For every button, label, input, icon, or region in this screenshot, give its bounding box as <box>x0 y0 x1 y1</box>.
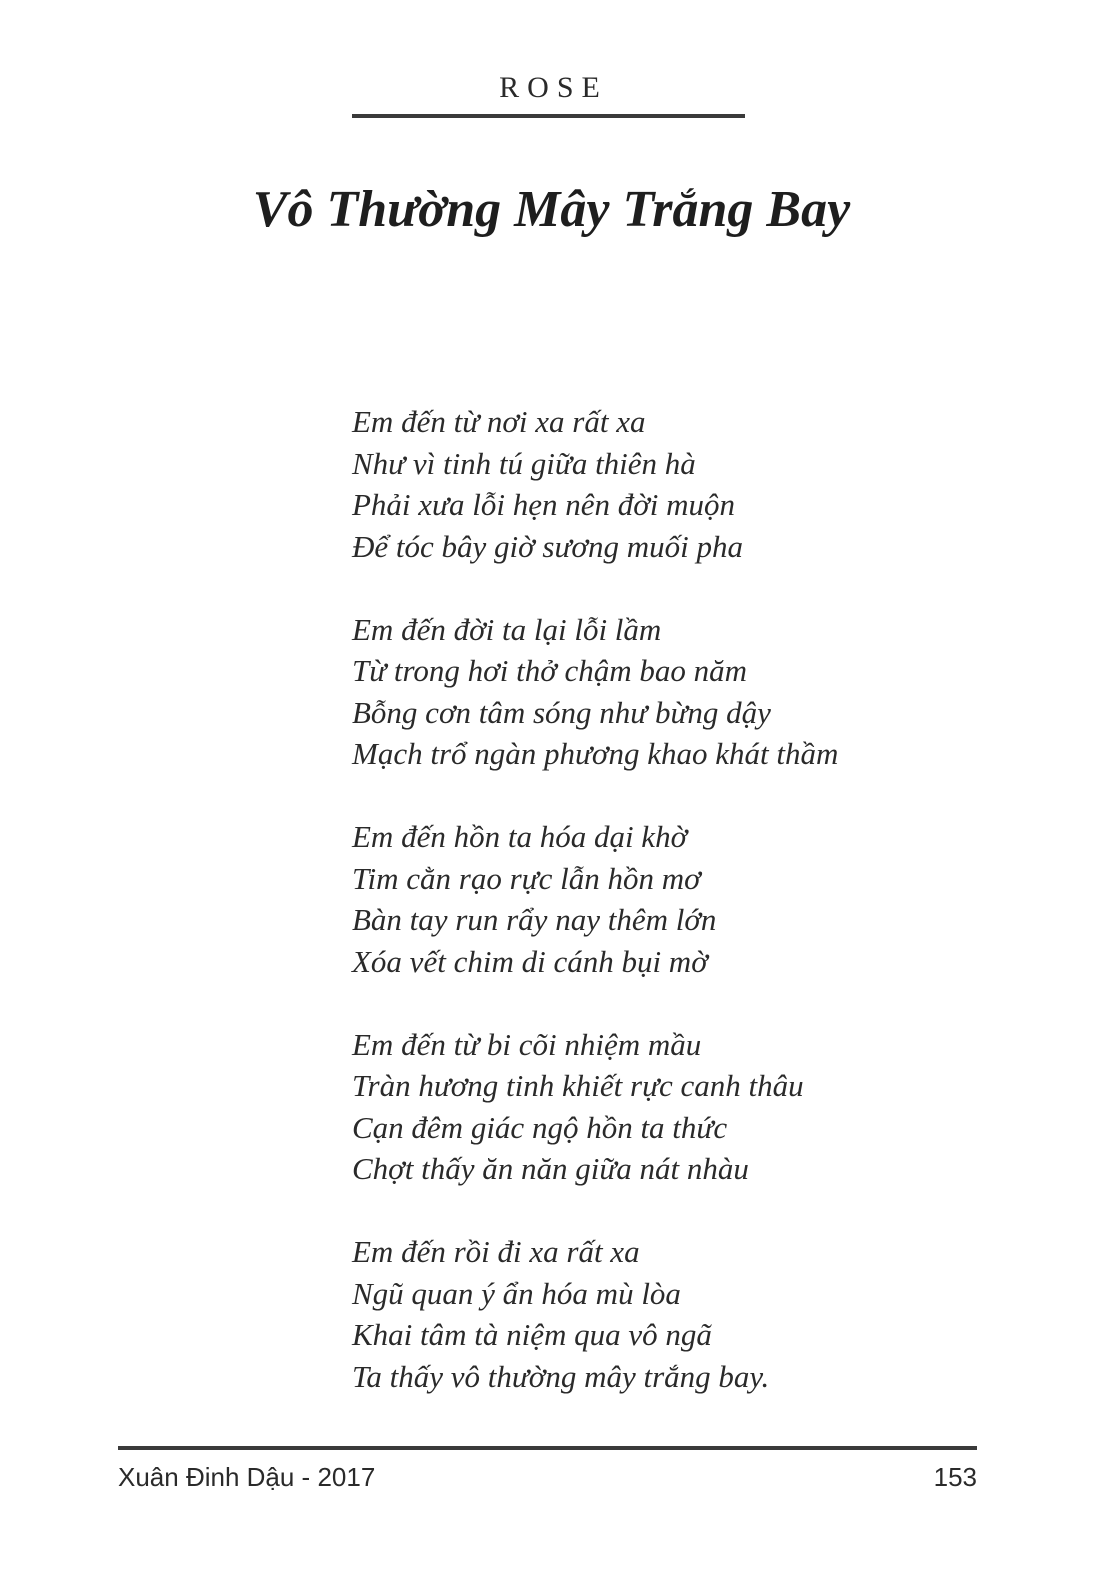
verse-line: Bỗng cơn tâm sóng như bừng dậy <box>352 694 771 730</box>
verse-line: Em đến từ nơi xa rất xa <box>352 404 646 439</box>
verse-line: Phải xưa lỗi hẹn nên đời muộn <box>352 487 736 522</box>
footer-divider <box>118 1446 977 1450</box>
verse-line: Chợt thấy ăn năn giữa nát nhàu <box>352 1151 749 1186</box>
verse-line: Tràn hương tinh khiết rực canh thâu <box>352 1068 804 1103</box>
verse-line: Bàn tay run rẩy nay thêm lớn <box>352 902 717 937</box>
verse-line: Em đến rồi đi xa rất xa <box>352 1234 640 1269</box>
verse-line: Ngũ quan ý ẩn hóa mù lòa <box>352 1275 681 1311</box>
verse-line: Như vì tinh tú giữa thiên hà <box>352 445 696 481</box>
verse-line: Để tóc bây giờ sương muối pha <box>352 528 743 564</box>
stanza-2 <box>352 609 1052 775</box>
stanza-1 <box>352 401 1052 567</box>
verse-line: Từ trong hơi thở chậm bao năm <box>352 653 748 688</box>
verse-line: Xóa vết chim di cánh bụi mờ <box>352 943 708 979</box>
stanza-4 <box>352 1024 1052 1190</box>
verse-line: Em đến đời ta lại lỗi lầm <box>352 611 662 647</box>
verse-line: Ta thấy vô thường mây trắng bay. <box>352 1358 770 1394</box>
verse-line: Tim cằn rạo rực lẫn hồn mơ <box>352 860 701 896</box>
verse-line: Cạn đêm giác ngộ hồn ta thức <box>352 1109 728 1145</box>
stanza-5 <box>352 1231 1052 1397</box>
header-divider <box>352 114 745 118</box>
poem-title: Vô Thường Mây Trắng Bay <box>252 181 851 238</box>
verse-line: Mạch trổ ngàn phương khao khát thầm <box>352 736 839 771</box>
page-number: 153 <box>933 1462 977 1492</box>
verse-line: Khai tâm tà niệm qua vô ngã <box>352 1317 712 1352</box>
verse-line: Em đến hồn ta hóa dại khờ <box>352 819 688 854</box>
stanza-3 <box>352 816 1052 982</box>
verse-line: Em đến từ bi cõi nhiệm mầu <box>352 1026 702 1062</box>
footer-publication: Xuân Đinh Dậu - 2017 <box>118 1462 376 1492</box>
poem-body <box>352 401 1052 1397</box>
running-header-author: ROSE <box>499 71 608 104</box>
